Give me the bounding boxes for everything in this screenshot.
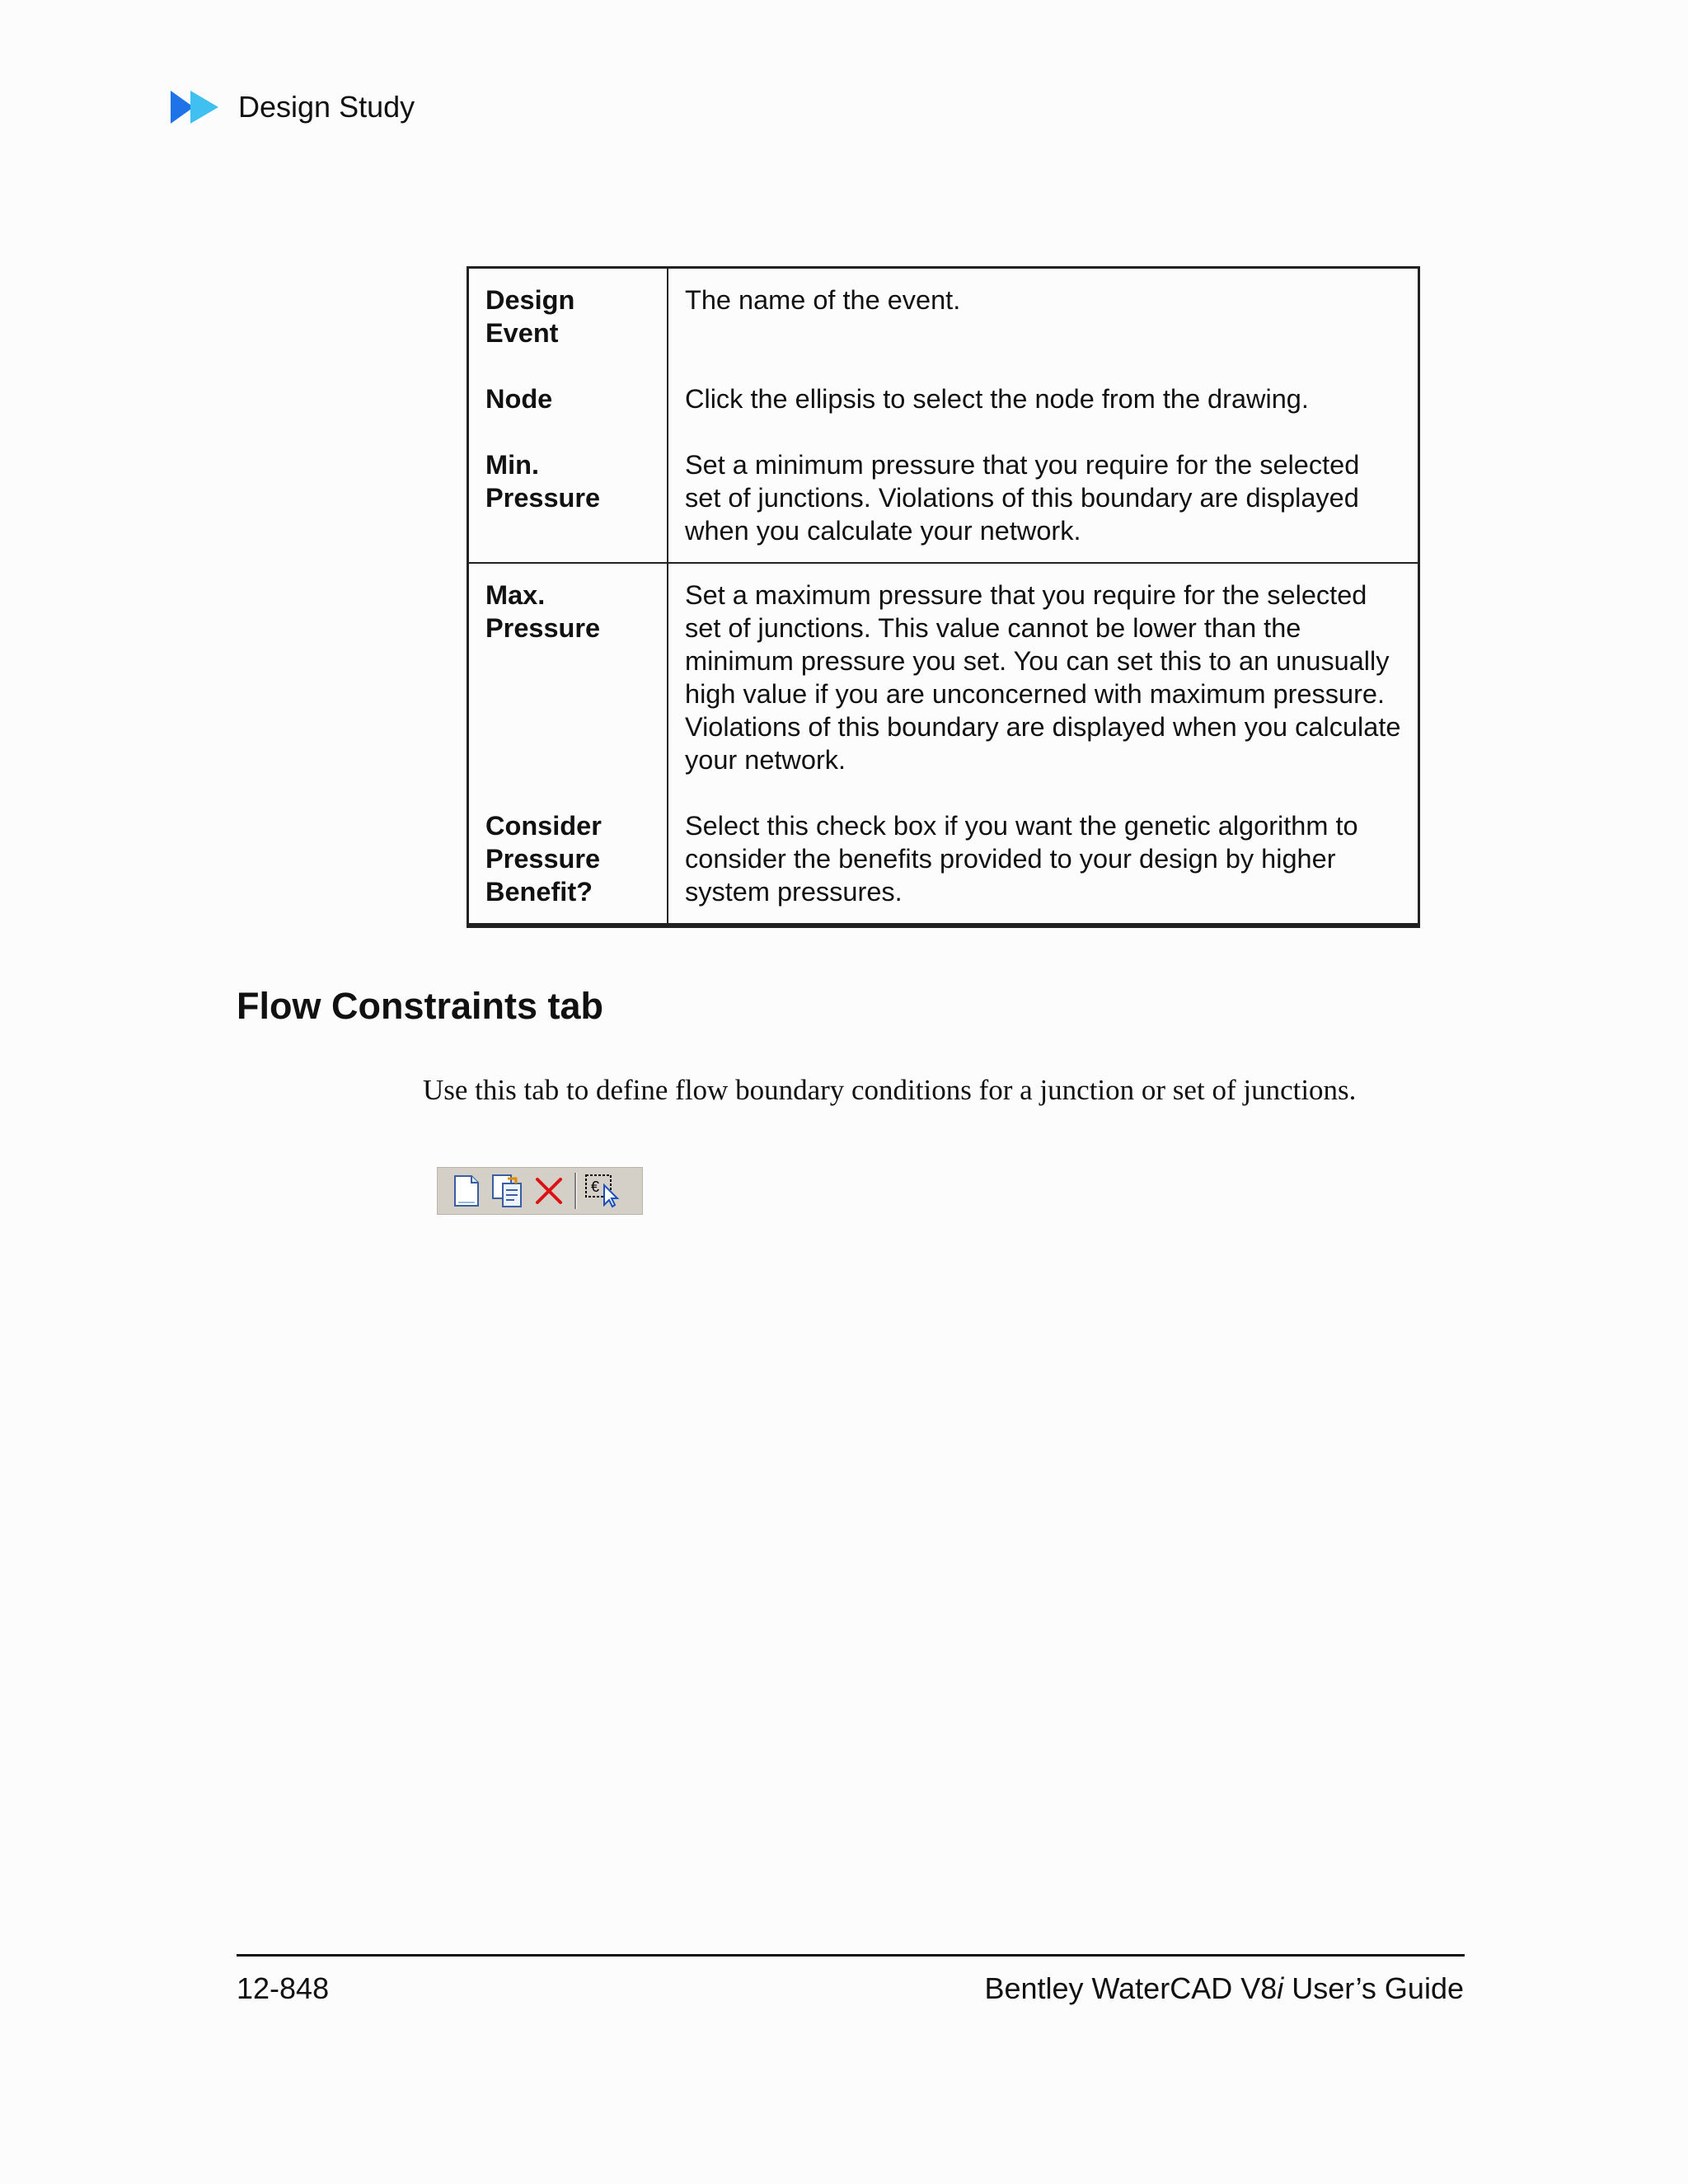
footer-rule	[237, 1954, 1465, 1957]
table-row	[468, 563, 1419, 776]
select-from-drawing-button[interactable]	[582, 1170, 623, 1212]
section-body-text: Use this tab to define flow boundary conditions for a junction or set of junctions.	[423, 1074, 1357, 1106]
table-row	[468, 776, 1419, 926]
table-term: Consider Pressure Benefit?	[468, 776, 668, 926]
guide-title-prefix: Bentley WaterCAD V8	[984, 1971, 1278, 2005]
guide-title	[984, 1971, 1464, 2006]
guide-title-italic: i	[1277, 1971, 1284, 2005]
delete-button[interactable]	[528, 1170, 570, 1212]
table-term: Design Event	[468, 268, 668, 350]
duplicate-button[interactable]	[487, 1170, 528, 1212]
table-term: Node	[468, 349, 668, 415]
toolbar	[437, 1167, 643, 1215]
duplicate-icon	[491, 1174, 524, 1208]
toolbar-separator	[574, 1173, 577, 1209]
select-from-drawing-icon	[584, 1174, 621, 1208]
table-description: Set a maximum pressure that you require for the selected set of junctions. This value cannot be lower than the minimum pressure you set. You can set this to an unusually high value if you are unconcerned with maximum pressure. Violations of this boundary are displayed when you calculate your network.	[668, 563, 1419, 776]
table-term: Min. Pressure	[468, 415, 668, 563]
table-row	[468, 349, 1419, 415]
table-description: The name of the event.	[685, 285, 961, 315]
header-section-title: Design Study	[238, 90, 415, 124]
svg-text:€: €	[591, 1179, 600, 1195]
properties-table	[467, 266, 1420, 928]
new-button[interactable]	[446, 1170, 487, 1212]
table-row	[468, 415, 1419, 563]
table-description: Click the ellipsis to select the node from the drawing.	[685, 384, 1309, 414]
table-description: Set a minimum pressure that you require for the selected set of junctions. Violations of this boundary are displayed when you calculate your network.	[685, 450, 1360, 546]
table-term: Max. Pressure	[468, 563, 668, 776]
table-row	[468, 268, 1419, 350]
double-arrow-icon	[169, 89, 222, 125]
section-heading: Flow Constraints tab	[237, 985, 604, 1027]
table-description: Select this check box if you want the genetic algorithm to consider the benefits provided to your design by higher system pressures.	[685, 811, 1358, 907]
delete-icon	[532, 1174, 565, 1207]
new-icon	[452, 1174, 481, 1207]
page-number: 12-848	[237, 1971, 330, 2005]
page-header	[169, 86, 415, 129]
guide-title-suffix: User’s Guide	[1283, 1971, 1464, 2005]
